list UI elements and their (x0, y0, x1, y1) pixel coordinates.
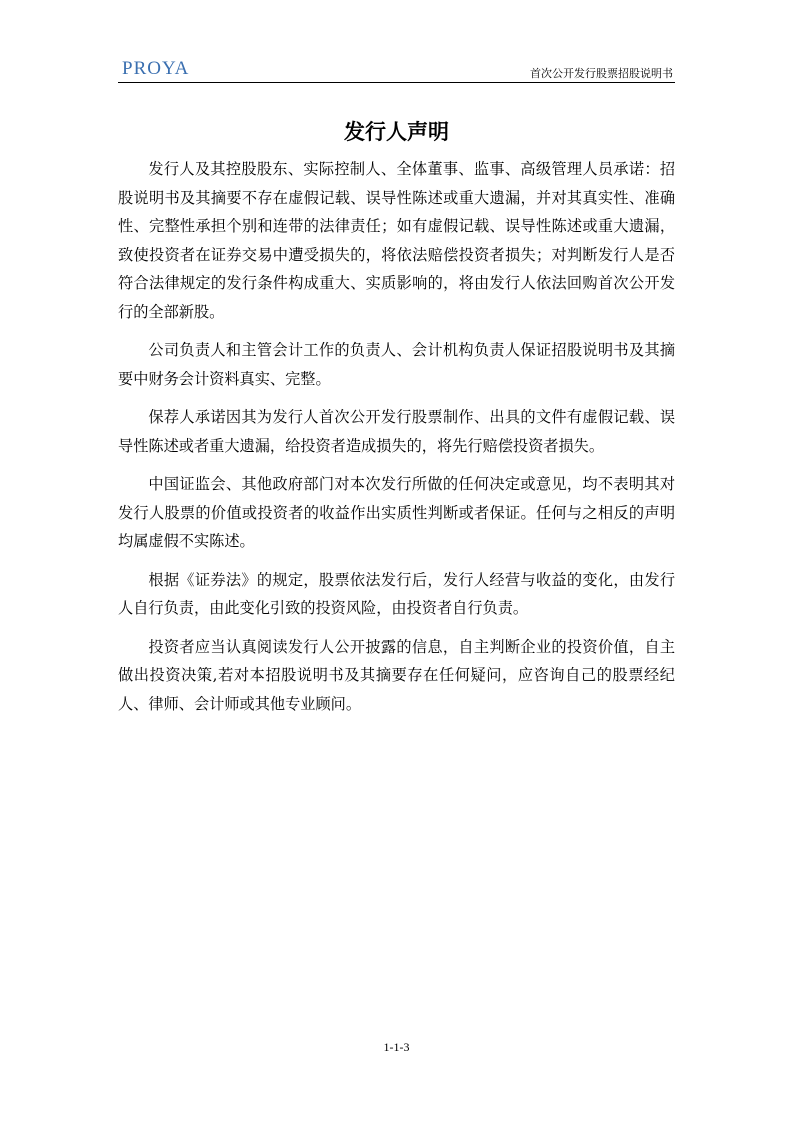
section-title: 发行人声明 (344, 120, 449, 144)
declaration-body (118, 155, 675, 728)
paragraph: 投资者应当认真阅读发行人公开披露的信息，自主判断企业的投资价值，自主做出投资决策,若对本招股说明书及其摘要存在任何疑问，应咨询自己的股票经纪人、律师、会计师或其他专业顾问。 (118, 637, 675, 713)
paragraph: 发行人及其控股股东、实际控制人、全体董事、监事、高级管理人员承诺：招股说明书及其摘要不存在虚假记载、误导性陈述或重大遗漏，并对其真实性、准确性、完整性承担个别和连带的法律责任；如有虚假记载、误导性陈述或重大遗漏，致使投资者在证券交易中遭受损失的，将依法赔偿投资者损失；对判断发行人是否符合法律规定的发行条件构成重大、实质影响的，将由发行人依法回购首次公开发行的全部新股。 (118, 160, 675, 321)
company-logo: PROYA (122, 58, 190, 79)
paragraph: 公司负责人和主管会计工作的负责人、会计机构负责人保证招股说明书及其摘要中财务会计资料真实、完整。 (118, 341, 675, 388)
paragraph: 根据《证券法》的规定，股票依法发行后，发行人经营与收益的变化，由发行人自行负责，由此变化引致的投资风险，由投资者自行负责。 (118, 570, 675, 617)
document-title: 首次公开发行股票招股说明书 (530, 67, 673, 80)
paragraph: 保荐人承诺因其为发行人首次公开发行股票制作、出具的文件有虚假记载、误导性陈述或者重大遗漏，给投资者造成损失的，将先行赔偿投资者损失。 (118, 408, 675, 455)
paragraph: 中国证监会、其他政府部门对本次发行所做的任何决定或意见，均不表明其对发行人股票的价值或投资者的收益作出实质性判断或者保证。任何与之相反的声明均属虚假不实陈述。 (118, 475, 675, 550)
page-number: 1-1-3 (383, 1040, 410, 1054)
page-header (118, 52, 675, 83)
